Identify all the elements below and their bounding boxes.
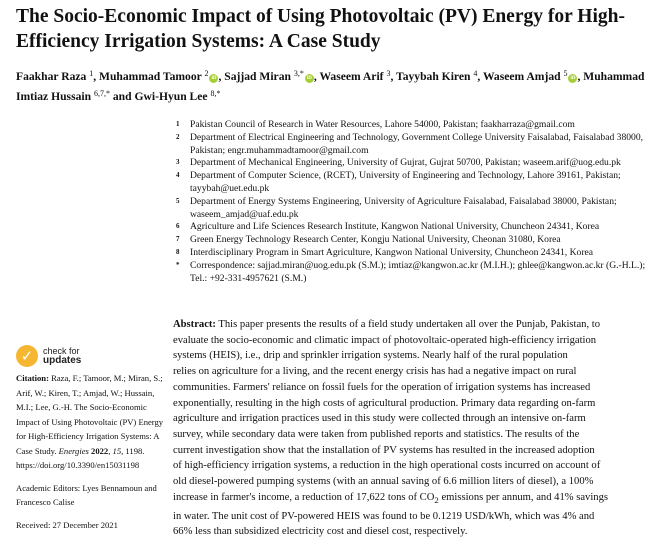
abstract-line: evaluate the socio-economic and climatic impact of photovoltaic-operated high-efficiency irrigation [173,334,597,346]
affiliation: 6 Agriculture and Life Sciences Research Institute, Kangwon National University, Chuncheon 24341, Korea [176,221,600,233]
author: Muhammad Tamoor $^2$iD , [99,69,225,83]
affiliation: 1 Pakistan Council of Research in Water Resources, Lahore 54000, Pakistan; faakharraza@gmail.com [176,119,575,130]
author: Faakhar Raza $^1$, [16,69,100,83]
author: Waseem Arif $^3$, [319,69,397,83]
abstract-line: survey, while secondary data were taken from published reports and statistics. The results of the [173,428,580,440]
citation: Citation: Raza, F.; Tamoor, M.; Miran, S.; Arif, W.; Kiren, T.; Amjad, W.; Hussain, M.I.; Lee, G.-H. The Socio-Economic Impact of Using Photovoltaic (PV) Energy for High-Efficiency Irrigation Systems: A Case Study. Energies 2022, 15, 1198. https://doi.org/10.3390/en15031198 [16,373,164,470]
abstract-line: Abstract: This paper presents the results of a field study undertaken all over the Punjab, Pakistan, to [173,319,600,330]
affiliation: 3 Department of Mechanical Engineering, University of Gujrat, Gujrat 50700, Pakistan; waseem.arif@uog.edu.pk [176,157,621,169]
abstract-line: of high-efficiency irrigation systems, a reduction in the high operational costs incurred on account of [173,460,601,472]
abstract-line: 66% less than subsidized electricity cost and diesel cost, respectively. [173,526,468,538]
author: Tayybah Kiren $^4$, [396,69,483,83]
author-list [16,65,656,105]
affiliation: 7 Green Energy Technology Research Center, Kongju National University, Cheonan 31080, Korea [176,234,561,246]
abstract-line: exponentially, resulting in the high costs of agricultural production. Primary data regarding on-farm [173,397,596,409]
check-for-updates-button[interactable]: ✓ check for updates [16,345,166,367]
affiliation: * Correspondence: sajjad.miran@uog.edu.pk (S.M.); imtiaz@kangwon.ac.kr (M.I.H.); ghlee@kangwon.ac.kr (G.-H.L.); Tel.: +92-331-4957621 (S.M.) [176,259,646,284]
abstract-line: communities. Farmers' reliance on fossil fuels for the operation of irrigation systems has increased [173,381,591,393]
author: Waseem Amjad $^5$iD , [482,69,584,83]
abstract-line: systems (HEIS), i.e., drip and sprinkler irrigation systems. Nearly half of the rural population [173,350,568,362]
abstract-line: relies on agriculture for a living, and the recent energy crisis has had a negative impact on rural [173,366,577,378]
paper-title: The Socio-Economic Impact of Using Photovoltaic (PV) Energy for High-Efficiency Irrigation Systems: A Case Study [16,6,625,52]
received-date: Received: 27 December 2021 [16,519,118,530]
affiliations [176,119,656,285]
affiliation: 5 Department of Energy Systems Engineering, University of Agriculture Faisalabad, Faisalabad 38000, Pakistan; waseem_amjad@uaf.edu.pk [176,195,617,220]
orcid-icon[interactable]: iD [306,76,312,81]
affiliation: 8 Interdisciplinary Program in Smart Agriculture, Kangwon National University, Chuncheon 24341, Korea [176,246,594,258]
abstract [173,317,658,540]
abstract-line: old diesel-powered pumping systems (with an annual saving of 6.6 million liters of diesel), a 100% [173,476,594,488]
abstract-line: current investigation show that the installation of PV systems has resulted in the increased adoption [173,444,595,456]
author: Muhammad Imtiaz Hussain $^{6,7,*}$ and [16,70,645,103]
affiliation: 2 Department of Electrical Engineering and Technology, Government College University Faisalabad, Faisalabad 38000, Pakistan; engr.muhammadtamoor@gmail.com [176,131,644,156]
affiliation: 4 Department of Computer Science, (RCET), University of Engineering and Technology, Lahore 39161, Pakistan; tayybah@uet.edu.pk [176,170,621,194]
abstract-line: in water. The unit cost of PV-powered HEIS was found to be 0.1219 USD/kWh, which was 4% and [173,510,595,522]
abstract-line: increase in farmer's income, a reduction of 17,622 tons of $CO_2$ emissions per annum, and 41% savings [173,491,608,505]
author: Gwi-Hyun Lee $^{8,*}$ [134,89,221,103]
abstract-line: agriculture and irrigation practices used in this study were collected through an intensive on-farm [173,413,586,425]
sidebar [16,345,166,540]
checkmark-icon: ✓ [16,345,38,367]
academic-editors: Academic Editors: Lyes Bennamoun and Francesco Calise [16,482,157,507]
orcid-icon[interactable]: iD [570,76,576,81]
author: Sajjad Miran $^{3,*}$iD , [224,69,320,83]
orcid-icon[interactable]: iD [211,76,217,81]
